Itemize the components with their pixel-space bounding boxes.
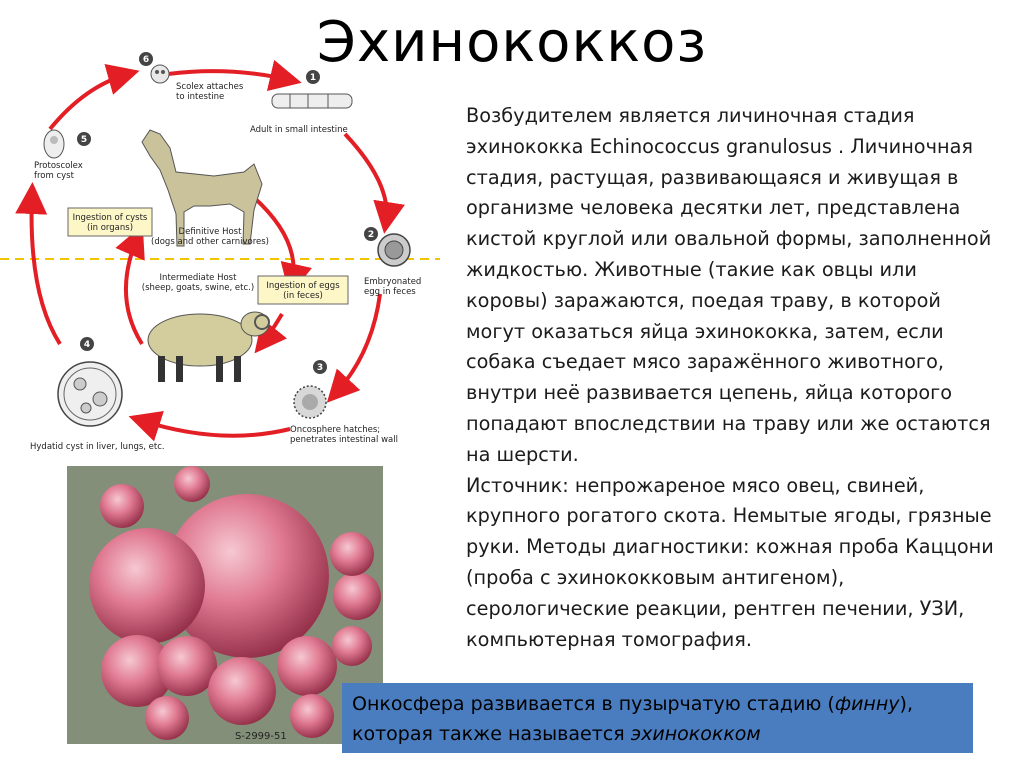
svg-text:3: 3 — [316, 363, 324, 373]
svg-text:2: 2 — [367, 230, 375, 240]
cycle-arrow — [50, 74, 128, 129]
cycle-arrow — [32, 194, 60, 344]
hydatid-cyst-illustration — [58, 362, 122, 426]
svg-text:5: 5 — [80, 135, 88, 145]
svg-text:6: 6 — [142, 55, 150, 65]
oncosphere-illustration — [294, 386, 326, 418]
callout-text: Онкосфера развивается в пузырчатую стадию ( — [352, 693, 835, 715]
callout-italic: финну — [834, 693, 900, 715]
scolex-illustration — [151, 65, 169, 83]
life-cycle-diagram — [0, 44, 440, 464]
egg-illustration — [378, 234, 410, 266]
photo-label: S-2999-51 — [235, 731, 287, 742]
hydatid-cysts-photo — [67, 466, 383, 744]
svg-text:Protoscolexfrom cyst: Protoscolex from cyst — [34, 161, 83, 181]
sheep-silhouette — [148, 312, 269, 382]
svg-text:Ingestion of cysts(in organs): Ingestion of cysts (in organs) — [72, 213, 148, 233]
svg-text:Embryonatedegg in feces: Embryonated egg in feces — [364, 277, 422, 297]
svg-text:1: 1 — [309, 73, 317, 83]
callout-italic: эхинококком — [630, 723, 761, 745]
svg-text:4: 4 — [83, 340, 91, 350]
body-paragraph: Возбудителем является личиночная стадия эхинококка Echinococcus granulosus . Личиночная стадия, растущая, развивающаяся и живущая в организме человека десятки лет, представлена кистой круглой или овальной формы, заполненной жидкостью. Животные (такие как овцы или коровы) заражаются, поедая траву, в которой могут оказаться яйца эхинококка, затем, если собака съедает мясо заражённого животного, внутри неё развивается цепень, яйца которого попадают впоследствии на траву или же остаются на шерсти. — [466, 104, 992, 466]
callout-box — [342, 683, 973, 753]
body-paragraph: Источник: непрожареное мясо овец, свиней, крупного рогатого скота. Немытые ягоды, грязные руки. Методы диагностики: кожная проба Каццони (проба с эхинококковым антигеном), серологические реакции, рентген печении, УЗИ, компьютерная томография. — [466, 473, 994, 651]
cycle-arrow — [345, 134, 387, 222]
body-text — [466, 101, 996, 655]
svg-text:Definitive Host(dogs and other: Definitive Host (dogs and other carnivores) — [151, 227, 269, 247]
cycle-arrow — [168, 71, 290, 80]
cycle-arrow — [335, 294, 380, 394]
adult-worm-illustration — [272, 94, 352, 108]
inner-arrow — [126, 236, 142, 344]
svg-text:Adult in small intestine: Adult in small intestine — [250, 125, 348, 135]
callout-text: ), которая также называется — [352, 693, 913, 745]
slide-title: Эхинококкоз — [316, 10, 708, 75]
svg-text:Ingestion of eggs(in feces): Ingestion of eggs (in feces) — [266, 281, 340, 301]
protoscolex-illustration — [44, 130, 64, 158]
svg-text:Scolex attachesto intestine: Scolex attaches to intestine — [176, 82, 244, 102]
svg-text:Oncosphere hatches;penetrates: Oncosphere hatches; penetrates intestinal wall — [290, 425, 398, 445]
svg-text:Hydatid cyst in liver, lungs,: Hydatid cyst in liver, lungs, etc. — [30, 442, 165, 452]
cycle-arrow — [140, 420, 290, 436]
svg-text:Intermediate Host(sheep, goats: Intermediate Host (sheep, goats, swine, etc.) — [141, 273, 255, 293]
